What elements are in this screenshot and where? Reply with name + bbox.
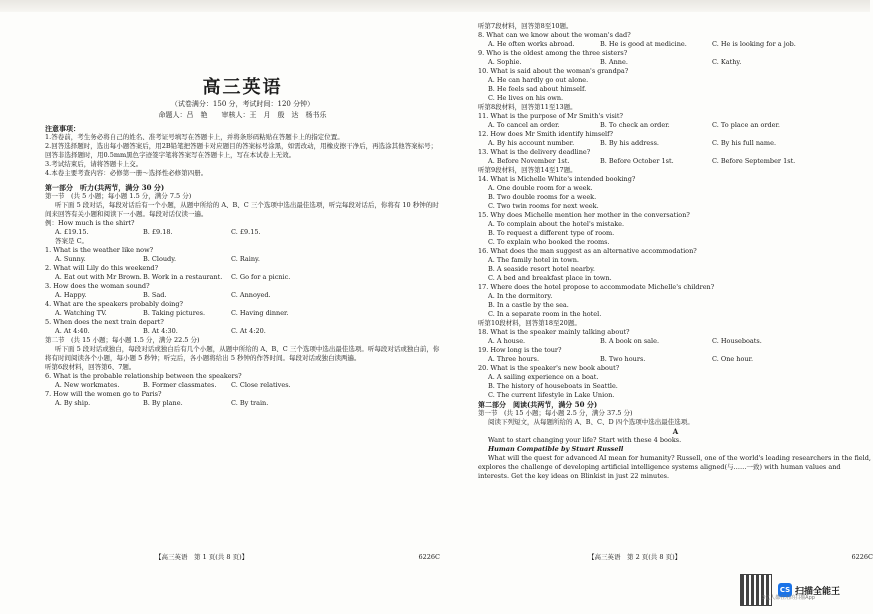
section1-instructions: 听下面 5 段对话，每段对话后有一个小题，从题中所给的 A、B、C 三个选项中选出最佳选项，听完每段对话后，你将有 10 秒钟的时间来回答有关小题和阅读下一小题。每段对话仅读一遍。 <box>45 201 439 218</box>
option: B. Taking pictures. <box>143 309 206 317</box>
option: A. To complain about the hotel's mistake. <box>488 220 625 228</box>
options-18 <box>478 337 873 346</box>
book-title: Human Compatible by Stuart Russell <box>488 445 624 453</box>
question-12: 12. How does Mr Smith identify himself? <box>478 130 614 138</box>
scan-top-edge <box>0 0 870 12</box>
option: B. Two hours. <box>600 355 646 363</box>
passage-text: What will the quest for advanced AI mean for humanity? Russell, one of the world's leading researchers in the field, explores the challenge of developing artificial intelligence systems aligned(与……一致) with human values and interests. Get the key ideas on Blinkist in just 22 minutes. <box>478 454 871 480</box>
brand-name: 扫描全能王 <box>795 586 841 597</box>
options-5 <box>45 327 440 336</box>
option: A. £19.15. <box>55 228 89 236</box>
option: A. The family hotel in town. <box>488 256 579 264</box>
question-16: 16. What does the man suggest as an alternative accommodation? <box>478 247 697 255</box>
option: A. Eat out with Mr Brown. <box>55 273 142 281</box>
option: B. In a castle by the sea. <box>488 301 569 309</box>
option: C. In a separate room in the hotel. <box>488 310 602 318</box>
question-13: 13. What is the delivery deadline? <box>478 148 591 156</box>
question-17: 17. Where does the hotel propose to accommodate Michelle's children? <box>478 283 715 291</box>
option: C. Annoyed. <box>231 291 271 299</box>
option: C. To explain who booked the rooms. <box>488 238 610 246</box>
option: B. A seaside resort hotel nearby. <box>488 265 595 273</box>
notice-1: 1.答卷前，考生务必将自己的姓名、准考证号填写在答题卡上，并将条形码粘贴在答题卡上的指定位置。 <box>45 133 344 141</box>
page-footer <box>478 553 873 562</box>
options-3 <box>45 291 440 300</box>
option: B. At 4:30. <box>143 327 178 335</box>
options-6 <box>45 381 440 390</box>
notice-3: 3.考试结束后，请将答题卡上交。 <box>45 160 143 168</box>
option: C. Two twin rooms for next week. <box>488 202 599 210</box>
option: C. Rainy. <box>231 255 260 263</box>
option: B. Anne. <box>600 58 628 66</box>
option: C. By his full name. <box>712 139 777 147</box>
option: A. He often works abroad. <box>488 40 575 48</box>
material-9: 听第9段材料，回答第14至17题。 <box>478 166 577 174</box>
section2-heading: 第二节 (共 15 小题；每小题 1.5 分，满分 22.5 分) <box>45 336 200 344</box>
option: B. The history of houseboats in Seattle. <box>488 382 618 390</box>
option: A. By ship. <box>55 399 91 407</box>
option: B. Work in a restaurant. <box>143 273 223 281</box>
option: C. Before September 1st. <box>712 157 796 165</box>
scanner-watermark <box>740 574 840 606</box>
question-4: 4. What are the speakers probably doing? <box>45 300 183 308</box>
option: B. To request a different type of room. <box>488 229 615 237</box>
option: C. He lives on his own. <box>488 94 564 102</box>
page-2 <box>478 22 873 562</box>
option: C. He is looking for a job. <box>712 40 796 48</box>
question-1: 1. What is the weather like now? <box>45 246 154 254</box>
committee: 命题人：吕 艳 审核人：王 月 殷 达 杨书乐 <box>158 111 327 119</box>
notice-2: 2.回答选择题时，选出每小题答案后，用2B铅笔把答题卡对应题目的答案标号涂黑，如需改动，用橡皮擦干净后，再选涂其他答案标号；回答非选择题时，用0.5mm黑色字迹签字笔将答案写在答题卡上，写在本试卷上无效。 <box>45 142 438 159</box>
question-2: 2. What will Lily do this weekend? <box>45 264 159 272</box>
question-5: 5. When does the next train depart? <box>45 318 164 326</box>
option: B. A book on sale. <box>600 337 660 345</box>
option: C. One hour. <box>712 355 754 363</box>
material-10: 听第10段材料，回答第18至20题。 <box>478 319 581 327</box>
options-1 <box>45 255 440 264</box>
option: B. He feels sad about himself. <box>488 85 587 93</box>
option: A. By his account number. <box>488 139 575 147</box>
options-13 <box>478 157 873 166</box>
option: A. To cancel an order. <box>488 121 560 129</box>
page-1 <box>45 22 440 562</box>
question-8: 8. What can we know about the woman's dad? <box>478 31 631 39</box>
option: B. To check an order. <box>600 121 670 129</box>
option: C. Go for a picnic. <box>231 273 291 281</box>
option: A. Sophie. <box>488 58 522 66</box>
question-20: 20. What is the speaker's new book about? <box>478 364 620 372</box>
question-9: 9. Who is the oldest among the three sisters? <box>478 49 628 57</box>
page-footer <box>45 553 440 562</box>
qr-code-icon <box>740 574 772 606</box>
question-10: 10. What is said about the woman's grandpa? <box>478 67 629 75</box>
question-18: 18. What is the speaker mainly talking about? <box>478 328 630 336</box>
option: A. One double room for a week. <box>488 184 593 192</box>
option: C. Close relatives. <box>231 381 291 389</box>
option: A. Three hours. <box>488 355 540 363</box>
option: C. By train. <box>231 399 269 407</box>
exam-meta: （试卷满分：150 分，考试时间：120 分钟） <box>170 100 315 108</box>
page-title: 高三英语 <box>202 77 283 98</box>
option: A. Before November 1st. <box>488 157 570 165</box>
option: B. Former classmates. <box>143 381 217 389</box>
example-question: 例：How much is the shirt? <box>45 219 135 227</box>
example-answer: 答案是 C。 <box>55 237 89 245</box>
option: C. Kathy. <box>712 58 742 66</box>
options-12 <box>478 139 873 148</box>
option: A. He can hardly go out alone. <box>488 76 589 84</box>
option: A. A sailing experience on a boat. <box>488 373 599 381</box>
section2-instructions: 听下面 5 段对话或独白，每段对话或独白后有几个小题，从题中所给的 A、B、C 三个选项中选出最佳选项。听每段对话或独白前，你将有时间阅读各个小题，每小题 5 秒钟；听完后，各小题将给出 5 秒钟的作答时间。每段对话或独白读两遍。 <box>45 345 440 362</box>
option: C. To place an order. <box>712 121 780 129</box>
option: B. £9.18. <box>143 228 173 236</box>
passage-intro: Want to start changing your life? Start with these 4 books. <box>488 436 682 444</box>
part1-heading: 第一部分 听力(共两节，满分 30 分) <box>45 183 165 192</box>
option: B. By plane. <box>143 399 183 407</box>
option: B. Sad. <box>143 291 167 299</box>
question-3: 3. How does the woman sound? <box>45 282 150 290</box>
options-7 <box>45 399 440 408</box>
page-number: 【高三英语 第 2 页(共 8 页)】 <box>588 553 682 561</box>
part2-instructions: 阅读下列短文，从每题所给的 A、B、C、D 四个选项中选出最佳选项。 <box>488 418 694 426</box>
option: C. Houseboats. <box>712 337 762 345</box>
material-7: 听第7段材料，回答第8至10题。 <box>478 22 573 30</box>
options-8 <box>478 40 873 49</box>
option: A. Watching TV. <box>55 309 107 317</box>
options-11 <box>478 121 873 130</box>
section1-heading: 第一节 (共 5 小题；每小题 1.5 分，满分 7.5 分) <box>45 192 192 200</box>
part2-heading: 第二部分 阅读(共两节，满分 50 分) <box>478 400 598 409</box>
material-6: 听第6段材料，回答第6、7题。 <box>45 363 136 371</box>
option: A. New workmates. <box>55 381 120 389</box>
option: A. A house. <box>488 337 526 345</box>
option: B. He is good at medicine. <box>600 40 687 48</box>
option: A. Sunny. <box>55 255 86 263</box>
option: A. At 4:40. <box>55 327 90 335</box>
question-15: 15. Why does Michelle mention her mother in the conversation? <box>478 211 690 219</box>
page-number: 【高三英语 第 1 页(共 8 页)】 <box>155 553 249 561</box>
part2-section1: 第一节 (共 15 小题；每小题 2.5 分，满分 37.5 分) <box>478 409 633 417</box>
options-19 <box>478 355 873 364</box>
options-9 <box>478 58 873 67</box>
option: C. At 4:20. <box>231 327 266 335</box>
option: B. Cloudy. <box>143 255 177 263</box>
passage-letter: A <box>672 427 679 436</box>
option: C. The current lifestyle in Lake Union. <box>488 391 615 399</box>
option: B. Before October 1st. <box>600 157 674 165</box>
example-options <box>45 228 440 237</box>
notice-title: 注意事项： <box>45 124 80 133</box>
camscanner-icon: CS <box>778 583 792 597</box>
options-4 <box>45 309 440 318</box>
question-19: 19. How long is the tour? <box>478 346 562 354</box>
option: A. Happy. <box>55 291 87 299</box>
option: B. By his address. <box>600 139 659 147</box>
option: B. Two double rooms for a week. <box>488 193 597 201</box>
option: C. £9.15. <box>231 228 261 236</box>
option: C. Having dinner. <box>231 309 289 317</box>
paper-code: 6226C <box>851 553 873 561</box>
options-2 <box>45 273 440 282</box>
brand-tagline: 3亿人都在用的扫描App <box>762 595 815 601</box>
paper-code: 6226C <box>418 553 440 561</box>
question-7: 7. How will the women go to Paris? <box>45 390 162 398</box>
notice-4: 4.本卷主要考查内容：必修第一册～选择性必修第四册。 <box>45 169 208 177</box>
question-14: 14. What is Michelle White's intended booking? <box>478 175 636 183</box>
material-8: 听第8段材料，回答第11至13题。 <box>478 103 577 111</box>
question-6: 6. What is the probable relationship between the speakers? <box>45 372 242 380</box>
option: C. A bed and breakfast place in town. <box>488 274 612 282</box>
option: A. In the dormitory. <box>488 292 553 300</box>
question-11: 11. What is the purpose of Mr Smith's visit? <box>478 112 623 120</box>
